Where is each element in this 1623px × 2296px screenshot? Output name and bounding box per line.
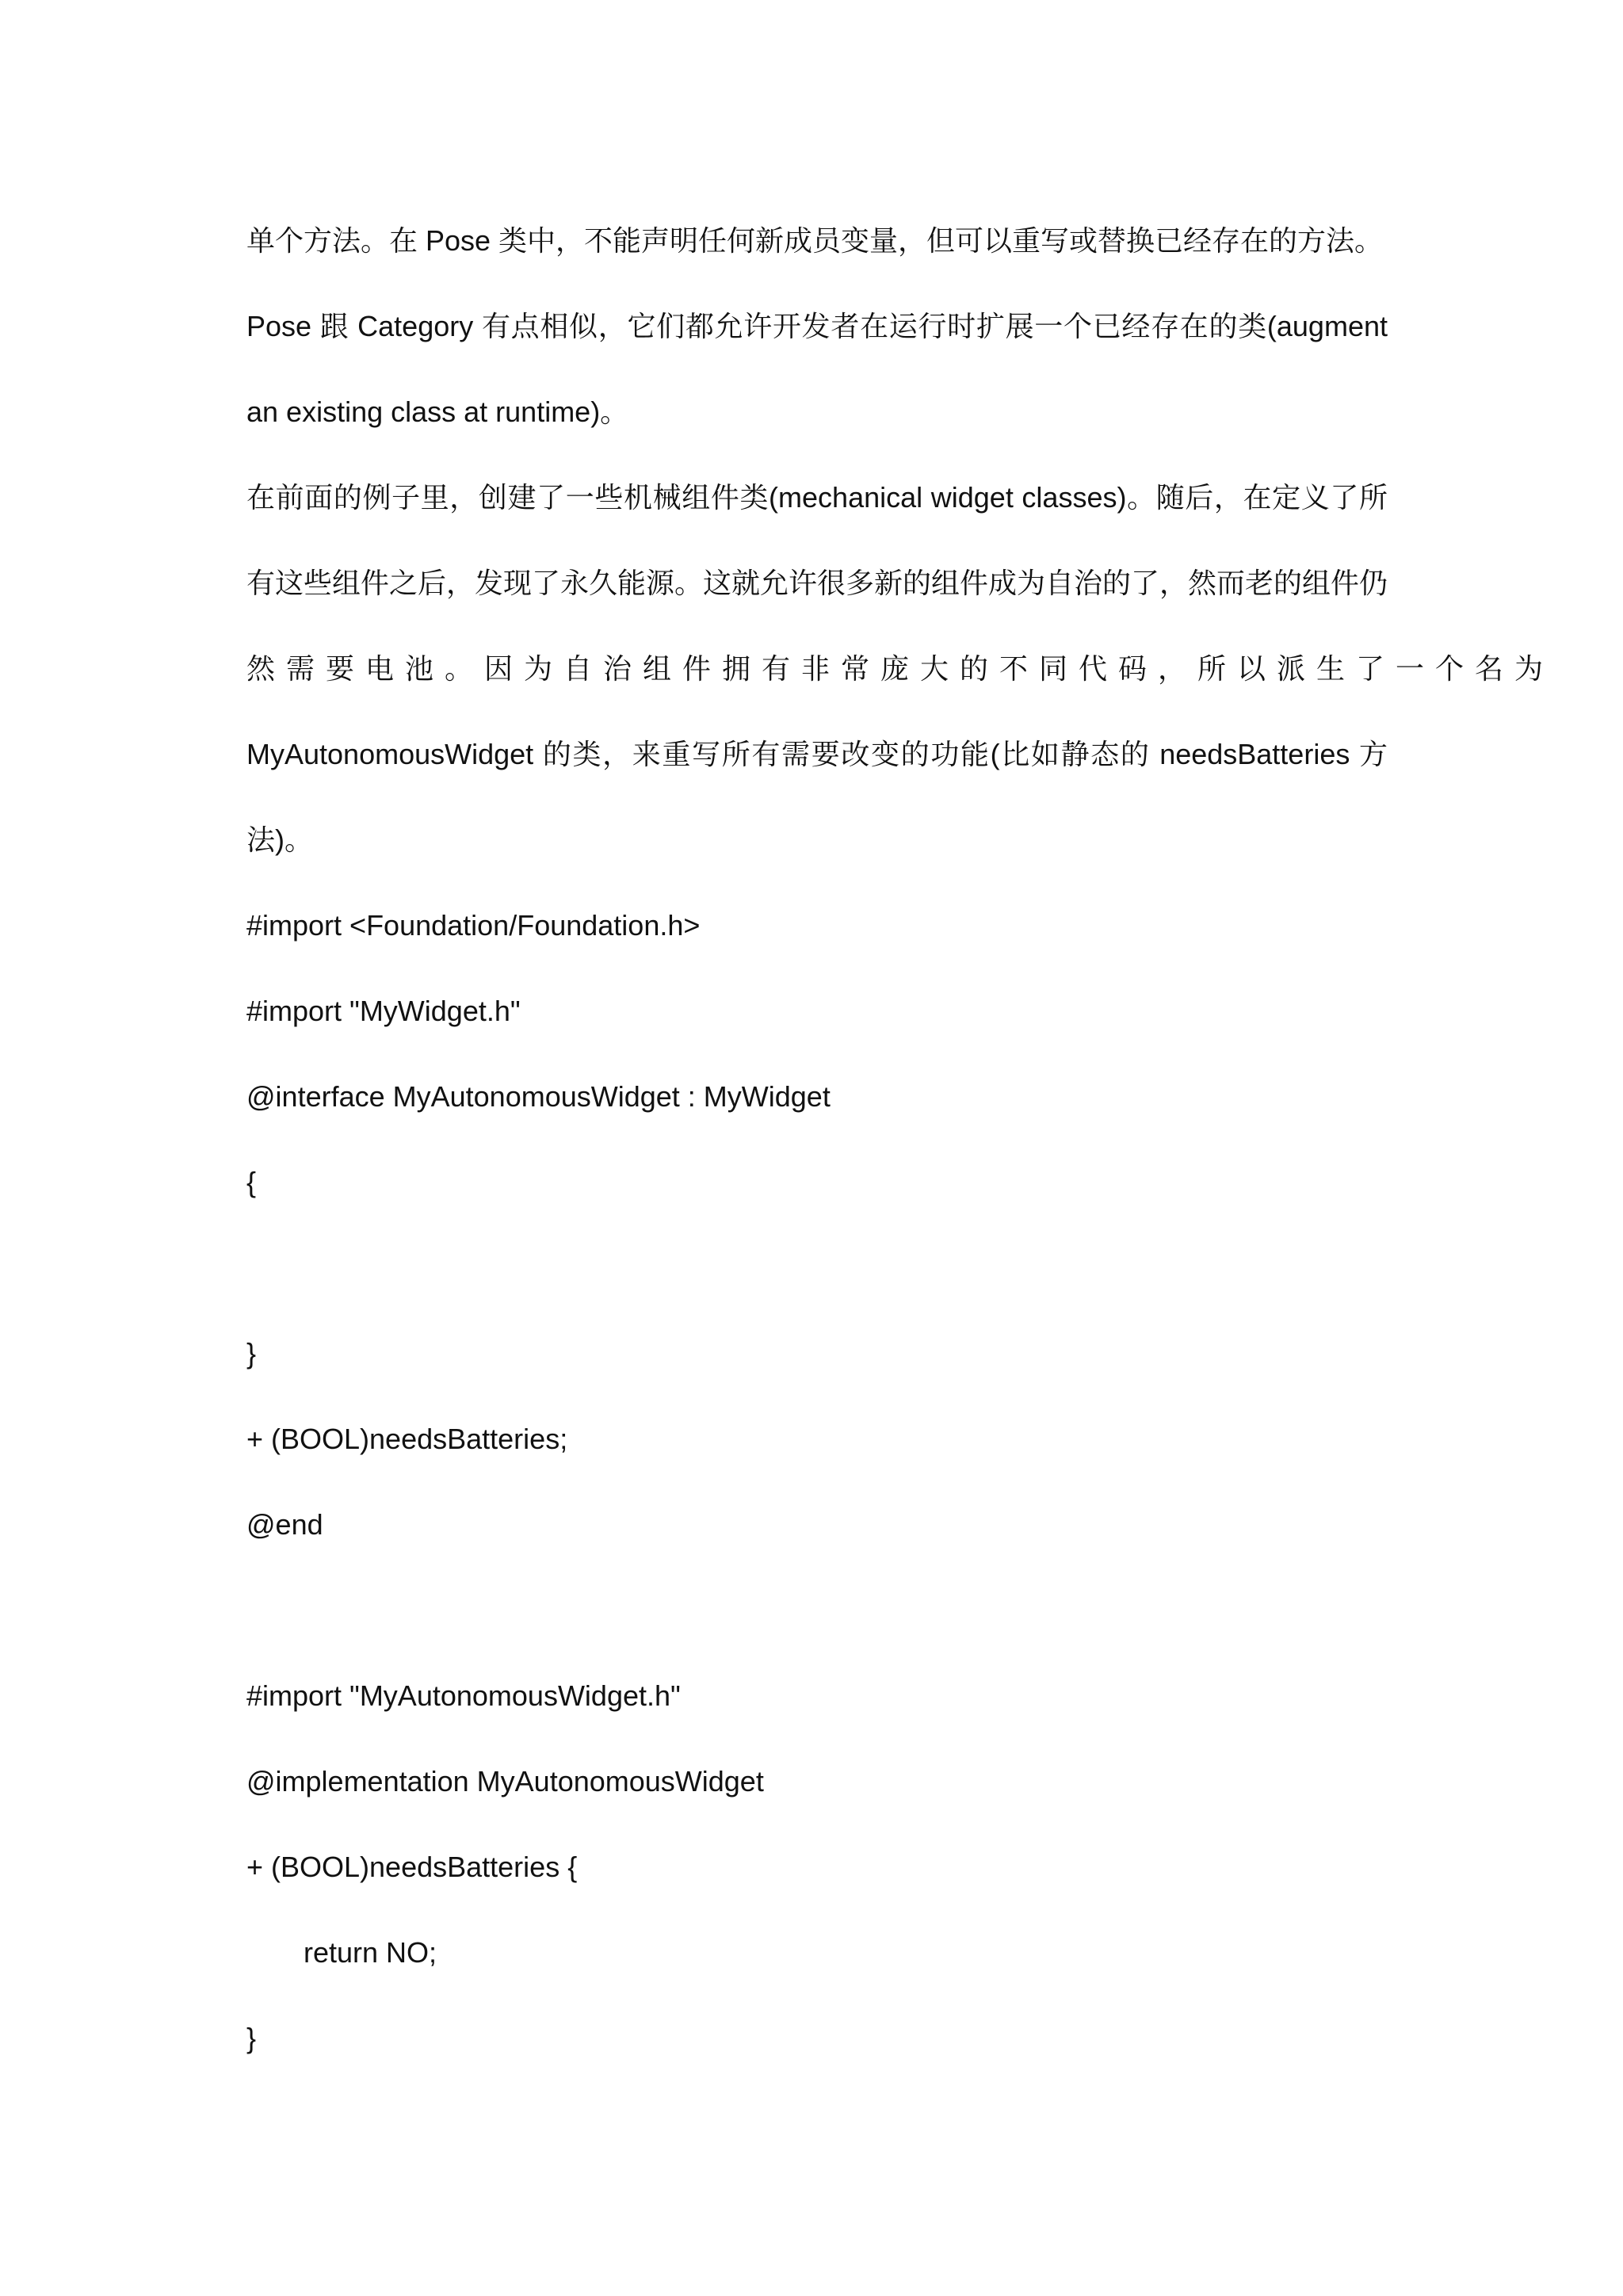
paragraph-line: 法)。	[246, 823, 313, 856]
code-line: @interface MyAutonomousWidget : MyWidget	[246, 1080, 831, 1113]
paragraph-line: 然需要电池。因为自治组件拥有非常庞大的不同代码，所以派生了一个名为	[246, 652, 1555, 685]
code-line: #import <Foundation/Foundation.h>	[246, 909, 701, 942]
code-line: {	[246, 1166, 257, 1198]
code-line: #import "MyWidget.h"	[246, 995, 521, 1027]
paragraph-line: an existing class at runtime)。	[246, 395, 629, 428]
code-line: + (BOOL)needsBatteries {	[246, 1851, 578, 1883]
paragraph-line: Pose 跟 Category 有点相似，它们都允许开发者在运行时扩展一个已经存在的类(augment	[246, 310, 1388, 342]
code-line: }	[246, 1337, 257, 1370]
paragraph-line: 单个方法。在 Pose 类中，不能声明任何新成员变量，但可以重写或替换已经存在的方法。	[246, 224, 1384, 257]
code-line: @end	[246, 1508, 323, 1541]
code-line: return NO;	[304, 1936, 437, 1969]
code-line: }	[246, 2022, 257, 2054]
code-line: #import "MyAutonomousWidget.h"	[246, 1679, 681, 1712]
code-line: + (BOOL)needsBatteries;	[246, 1423, 568, 1455]
paragraph-line: 在前面的例子里，创建了一些机械组件类(mechanical widget classes)。随后，在定义了所	[246, 481, 1388, 514]
code-line: @implementation MyAutonomousWidget	[246, 1765, 764, 1797]
paragraph-line: 有这些组件之后，发现了永久能源。这就允许很多新的组件成为自治的了，然而老的组件仍	[246, 567, 1388, 599]
paragraph-line: MyAutonomousWidget 的类，来重写所有需要改变的功能(比如静态的 needsBatteries 方	[246, 738, 1388, 770]
